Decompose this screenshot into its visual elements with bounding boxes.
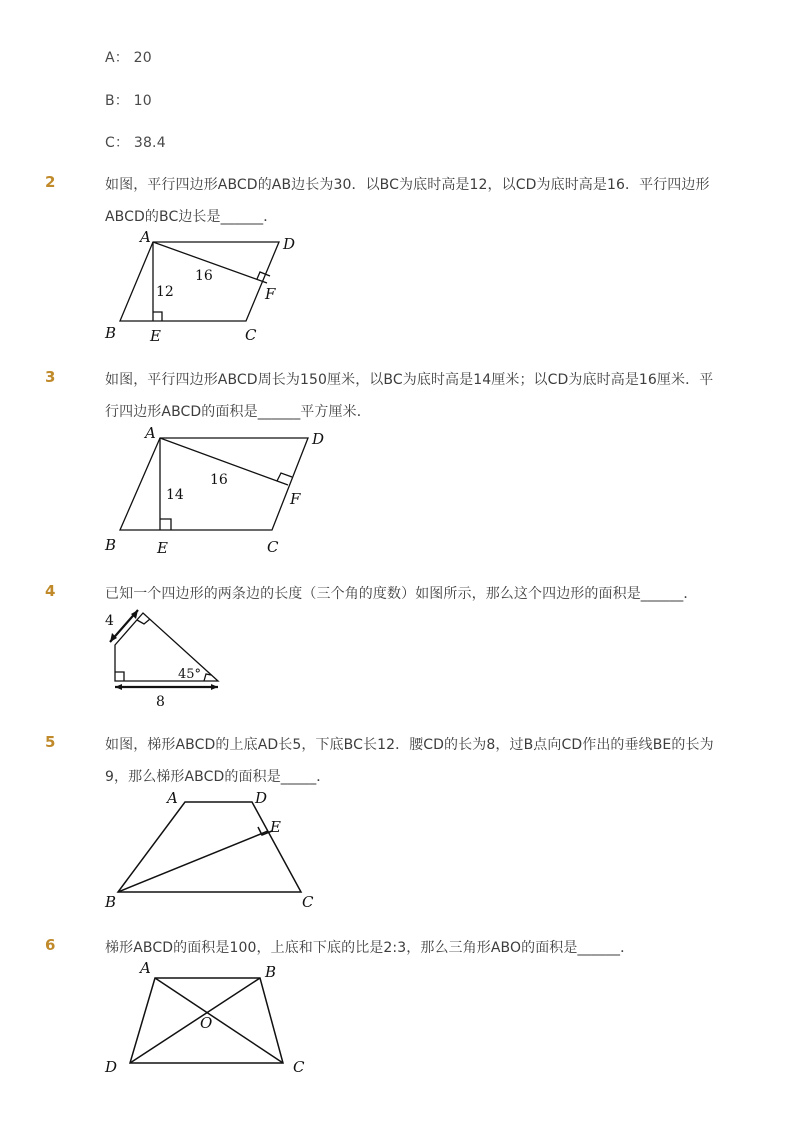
option-b[interactable]	[105, 90, 152, 110]
vertex-label: E	[270, 818, 281, 836]
question-number: 4	[45, 582, 56, 600]
vertex-label: D	[283, 235, 296, 253]
vertex-label: B	[265, 963, 277, 981]
vertex-label: C	[267, 538, 279, 556]
question-number: 3	[45, 368, 56, 386]
vertex-label: C	[293, 1058, 305, 1076]
side-length-label: 8	[156, 694, 165, 710]
vertex-label: E	[157, 539, 168, 557]
perpendicular-label: 16	[210, 472, 228, 488]
option-c-value: 38.4	[133, 135, 166, 151]
trapezoid-figure	[100, 955, 325, 1080]
vertex-label: B	[105, 893, 117, 911]
option-a-value: 20	[133, 50, 152, 66]
vertex-label: C	[302, 893, 314, 911]
question-text: 如图，平行四边形ABCD的AB边长为30．以BC为底时高是12，以CD为底时高是16．平行四边形	[105, 177, 710, 193]
vertex-label: A	[167, 789, 178, 807]
height-label: 14	[166, 487, 184, 503]
question-text: 如图，平行四边形ABCD周长为150厘米，以BC为底时高是14厘米；以CD为底时高是16厘米．平	[105, 372, 714, 388]
question-number: 6	[45, 936, 56, 954]
perpendicular-label: 16	[195, 268, 213, 284]
option-b-label: B：	[105, 93, 130, 109]
vertex-label: B	[105, 324, 117, 342]
question-number: 5	[45, 733, 56, 751]
question-text: ABCD的BC边长是______．	[105, 209, 278, 225]
option-c-label: C：	[105, 135, 130, 151]
angle-label: 45°	[178, 667, 202, 682]
vertex-label: C	[245, 326, 257, 344]
parallelogram-figure	[100, 420, 340, 560]
vertex-label: B	[105, 536, 117, 554]
option-a[interactable]	[105, 47, 152, 67]
question-text: 梯形ABCD的面积是100，上底和下底的比是2:3，那么三角形ABO的面积是______．	[105, 940, 635, 956]
parallelogram-figure	[100, 225, 320, 350]
vertex-label: E	[150, 327, 161, 345]
vertex-label: O	[200, 1014, 213, 1032]
vertex-label: D	[105, 1058, 118, 1076]
vertex-label: D	[255, 789, 268, 807]
vertex-label: D	[312, 430, 325, 448]
option-b-value: 10	[133, 93, 152, 109]
trapezoid-figure	[100, 785, 330, 915]
vertex-label: A	[140, 959, 151, 977]
question-number: 2	[45, 173, 56, 191]
vertex-label: F	[265, 285, 276, 303]
question-text: 如图，梯形ABCD的上底AD长5，下底BC长12．腰CD的长为8，过B点向CD作出的垂线BE的长为	[105, 737, 714, 753]
quadrilateral-figure	[100, 600, 240, 710]
question-text: 9，那么梯形ABCD的面积是_____．	[105, 769, 331, 785]
vertex-label: A	[140, 228, 151, 246]
option-a-label: A：	[105, 50, 129, 66]
question-text: 行四边形ABCD的面积是______平方厘米．	[105, 404, 371, 420]
question-text: 已知一个四边形的两条边的长度（三个角的度数）如图所示，那么这个四边形的面积是______．	[105, 586, 698, 602]
vertex-label: A	[145, 424, 156, 442]
option-c[interactable]	[105, 132, 166, 152]
vertex-label: F	[290, 490, 301, 508]
side-length-label: 4	[105, 613, 114, 629]
height-label: 12	[156, 284, 174, 300]
